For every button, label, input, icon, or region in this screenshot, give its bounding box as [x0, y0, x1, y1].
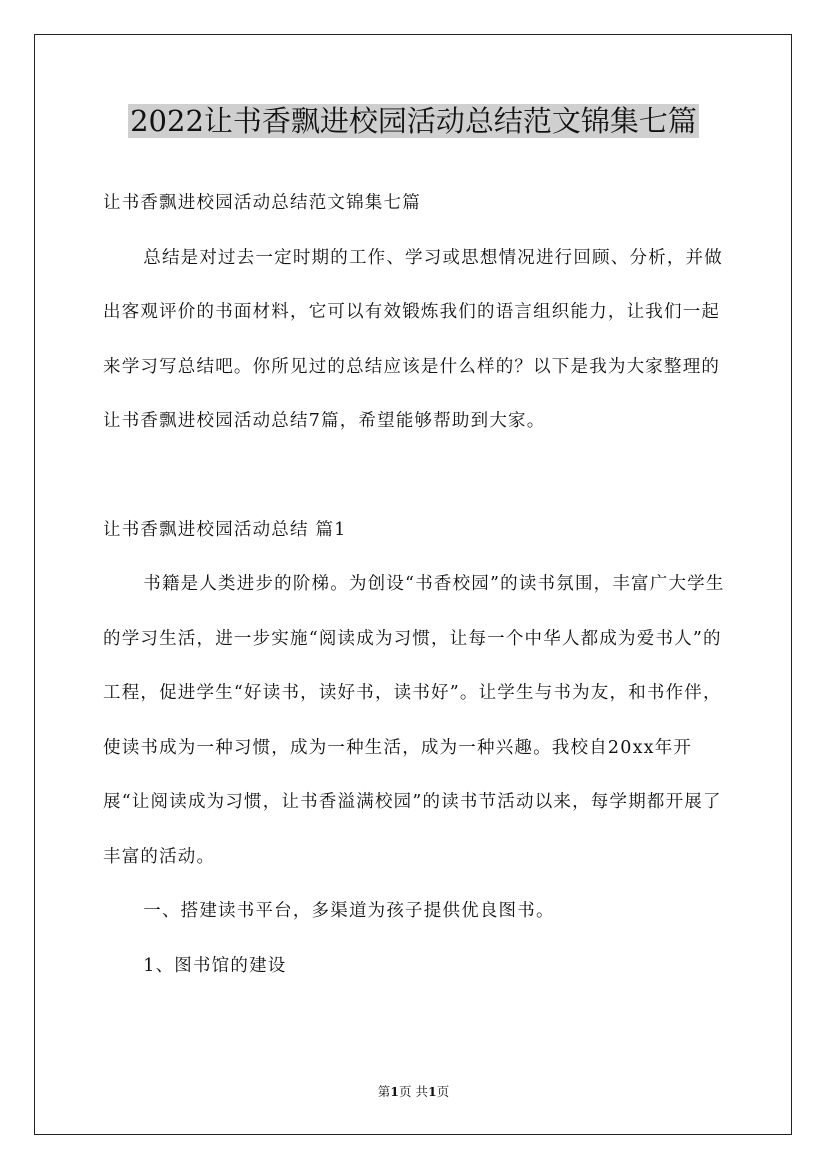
footer-page-number: 1: [390, 1084, 399, 1099]
section-spacer: [103, 449, 727, 503]
document-subtitle: 让书香飘进校园活动总结范文锦集七篇: [103, 193, 421, 213]
footer-middle: 页 共: [399, 1084, 428, 1099]
document-body: [103, 176, 727, 993]
document-title-text: 2022让书香飘进校园活动总结范文锦集七篇: [130, 104, 697, 138]
point-heading: 一、搭建读书平台，多渠道为孩子提供优良图书。: [143, 901, 555, 921]
intro-paragraph: 总结是对过去一定时期的工作、学习或思想情况进行回顾、分析，并做出客观评价的书面材料，它可以有效锻炼我们的语言组织能力，让我们一起来学习写总结吧。你所见过的总结应该是什么样的？以下是我为大家整理的让书香飘进校园活动总结7篇，希望能够帮助到大家。: [103, 247, 723, 431]
section-paragraph: 书籍是人类进步的阶梯。为创设“书香校园”的读书氛围，丰富广大学生的学习生活，进一步实施“阅读成为习惯，让每一个中华人都成为爱书人”的工程，促进学生“好读书，读好书，读书好”。让学生与书为友，和书作伴，使读书成为一种习惯，成为一种生活，成为一种兴趣。我校自20xx年开展“让阅读成为习惯，让书香溢满校园”的读书节活动以来，每学期都开展了丰富的活动。: [103, 574, 725, 867]
document-title: [0, 100, 827, 142]
footer-page-total: 1: [427, 1084, 437, 1099]
footer-suffix: 页: [436, 1084, 450, 1099]
subpoint-heading: 1、图书馆的建设: [143, 955, 287, 976]
section-heading: 让书香飘进校园活动总结 篇1: [103, 519, 347, 540]
footer-prefix: 第: [377, 1084, 391, 1099]
page-footer: [0, 1083, 827, 1101]
